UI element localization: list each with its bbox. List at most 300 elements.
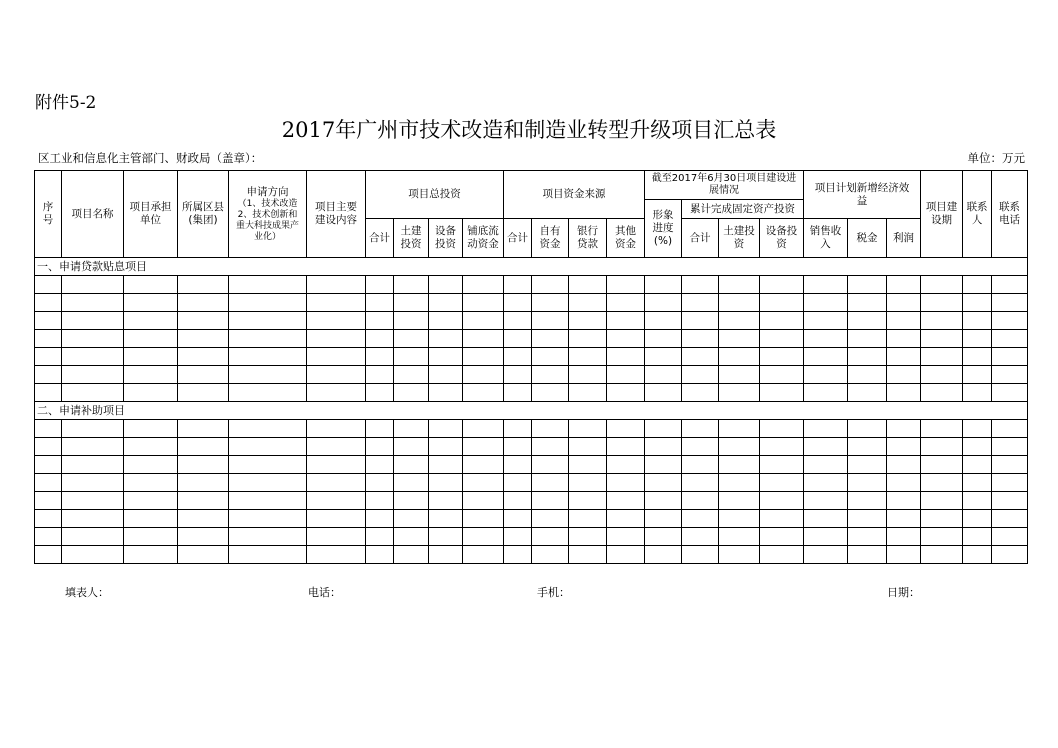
header-ti-working-capital: 铺底流 动资金: [463, 219, 504, 258]
table-cell: [963, 438, 992, 456]
table-cell: [848, 420, 887, 438]
table-row: [35, 474, 1028, 492]
table-cell: [645, 420, 682, 438]
table-cell: [645, 438, 682, 456]
table-cell: [229, 546, 307, 564]
header-pr-equipment: 设备投 资: [760, 219, 804, 258]
table-cell: [532, 510, 569, 528]
table-cell: [921, 492, 963, 510]
table-cell: [35, 438, 62, 456]
table-cell: [607, 276, 645, 294]
table-cell: [963, 528, 992, 546]
header-phone: 联系 电话: [992, 171, 1028, 258]
table-cell: [760, 528, 804, 546]
table-cell: [760, 294, 804, 312]
table-cell: [682, 456, 719, 474]
table-cell: [804, 420, 848, 438]
table-cell: [992, 492, 1028, 510]
table-cell: [178, 420, 229, 438]
table-cell: [429, 420, 463, 438]
table-cell: [366, 312, 394, 330]
attachment-label: 附件5-2: [35, 93, 97, 113]
table-cell: [35, 294, 62, 312]
table-cell: [178, 474, 229, 492]
page-title: 2017年广州市技术改造和制造业转型升级项目汇总表: [281, 118, 777, 142]
table-cell: [804, 474, 848, 492]
table-cell: [229, 384, 307, 402]
table-cell: [645, 312, 682, 330]
table-cell: [394, 528, 429, 546]
table-cell: [848, 438, 887, 456]
table-cell: [178, 366, 229, 384]
table-cell: [62, 474, 124, 492]
table-cell: [569, 510, 607, 528]
table-cell: [124, 546, 178, 564]
table-cell: [848, 294, 887, 312]
table-cell: [848, 330, 887, 348]
table-cell: [719, 456, 760, 474]
table-cell: [178, 492, 229, 510]
table-cell: [62, 528, 124, 546]
table-cell: [992, 348, 1028, 366]
table-cell: [35, 330, 62, 348]
table-cell: [366, 546, 394, 564]
table-cell: [504, 420, 532, 438]
footer-phone: 电话：: [308, 586, 341, 599]
table-cell: [429, 348, 463, 366]
table-cell: [429, 294, 463, 312]
table-cell: [682, 312, 719, 330]
table-cell: [532, 330, 569, 348]
table-cell: [62, 492, 124, 510]
table-cell: [229, 348, 307, 366]
table-cell: [719, 294, 760, 312]
table-cell: [921, 348, 963, 366]
table-cell: [532, 474, 569, 492]
table-cell: [682, 330, 719, 348]
table-cell: [921, 528, 963, 546]
table-cell: [178, 438, 229, 456]
table-cell: [463, 330, 504, 348]
table-cell: [887, 348, 921, 366]
table-cell: [504, 456, 532, 474]
table-cell: [532, 528, 569, 546]
table-row: [35, 420, 1028, 438]
table-cell: [394, 546, 429, 564]
table-cell: [804, 276, 848, 294]
table-cell: [848, 348, 887, 366]
table-cell: [848, 474, 887, 492]
table-cell: [366, 528, 394, 546]
header-undertaker: 项目承担 单位: [124, 171, 178, 258]
table-cell: [804, 366, 848, 384]
table-cell: [229, 456, 307, 474]
table-cell: [645, 366, 682, 384]
table-cell: [307, 348, 366, 366]
table-cell: [569, 366, 607, 384]
table-cell: [366, 384, 394, 402]
header-ti-equipment: 设备 投资: [429, 219, 463, 258]
table-cell: [35, 348, 62, 366]
table-cell: [62, 384, 124, 402]
table-cell: [992, 276, 1028, 294]
table-cell: [645, 474, 682, 492]
table-cell: [569, 528, 607, 546]
table-cell: [62, 312, 124, 330]
table-cell: [429, 474, 463, 492]
header-period: 项目建 设期: [921, 171, 963, 258]
header-progress: 截至2017年6月30日项目建设进 展情况: [645, 171, 804, 200]
table-cell: [963, 384, 992, 402]
table-cell: [178, 312, 229, 330]
table-cell: [62, 420, 124, 438]
table-cell: [682, 366, 719, 384]
table-cell: [62, 330, 124, 348]
table-cell: [963, 312, 992, 330]
table-cell: [463, 528, 504, 546]
table-cell: [394, 510, 429, 528]
table-cell: [35, 420, 62, 438]
table-cell: [532, 294, 569, 312]
table-row: [35, 384, 1028, 402]
table-cell: [682, 474, 719, 492]
table-cell: [645, 348, 682, 366]
table-cell: [62, 510, 124, 528]
table-cell: [992, 294, 1028, 312]
table-cell: [307, 546, 366, 564]
table-cell: [504, 366, 532, 384]
table-cell: [569, 546, 607, 564]
table-cell: [229, 528, 307, 546]
table-cell: [504, 348, 532, 366]
table-cell: [887, 366, 921, 384]
table-cell: [307, 366, 366, 384]
table-cell: [366, 276, 394, 294]
header-eb-sales: 销售收 入: [804, 219, 848, 258]
table-cell: [307, 276, 366, 294]
table-cell: [178, 348, 229, 366]
header-fs-other: 其他 资金: [607, 219, 645, 258]
table-cell: [532, 420, 569, 438]
table-cell: [963, 546, 992, 564]
table-cell: [921, 474, 963, 492]
table-cell: [921, 546, 963, 564]
table-cell: [124, 528, 178, 546]
table-cell: [760, 546, 804, 564]
table-cell: [35, 528, 62, 546]
table-cell: [504, 330, 532, 348]
table-cell: [887, 294, 921, 312]
table-cell: [760, 438, 804, 456]
header-physical-progress: 形象 进度 (%): [645, 200, 682, 258]
table-cell: [607, 474, 645, 492]
table-cell: [992, 510, 1028, 528]
table-cell: [992, 546, 1028, 564]
table-cell: [429, 546, 463, 564]
table-cell: [921, 510, 963, 528]
table-cell: [229, 312, 307, 330]
header-fs-own: 自有 资金: [532, 219, 569, 258]
table-cell: [607, 330, 645, 348]
table-cell: [992, 438, 1028, 456]
table-cell: [719, 312, 760, 330]
table-cell: [35, 546, 62, 564]
table-cell: [124, 474, 178, 492]
table-cell: [178, 384, 229, 402]
table-cell: [719, 528, 760, 546]
table-cell: [645, 294, 682, 312]
table-cell: [504, 438, 532, 456]
table-cell: [124, 510, 178, 528]
table-cell: [804, 384, 848, 402]
table-cell: [366, 330, 394, 348]
footer-filler: 填表人：: [65, 586, 109, 599]
table-cell: [848, 312, 887, 330]
table-cell: [307, 492, 366, 510]
table-cell: [804, 456, 848, 474]
table-cell: [760, 276, 804, 294]
table-cell: [682, 420, 719, 438]
table-cell: [719, 438, 760, 456]
table-cell: [992, 456, 1028, 474]
table-cell: [463, 312, 504, 330]
table-cell: [394, 276, 429, 294]
table-cell: [848, 510, 887, 528]
table-cell: [394, 384, 429, 402]
table-cell: [229, 294, 307, 312]
table-cell: [62, 366, 124, 384]
table-cell: [804, 348, 848, 366]
table-cell: [62, 456, 124, 474]
table-cell: [848, 366, 887, 384]
table-cell: [366, 294, 394, 312]
table-cell: [804, 528, 848, 546]
table-cell: [645, 384, 682, 402]
table-cell: [848, 492, 887, 510]
table-cell: [124, 438, 178, 456]
table-row: [35, 348, 1028, 366]
table-cell: [682, 546, 719, 564]
table-cell: [963, 330, 992, 348]
table-cell: [992, 330, 1028, 348]
table-cell: [35, 474, 62, 492]
table-cell: [921, 312, 963, 330]
table-cell: [463, 366, 504, 384]
table-cell: [394, 348, 429, 366]
table-cell: [569, 492, 607, 510]
table-cell: [463, 420, 504, 438]
header-project-name: 项目名称: [62, 171, 124, 258]
table-cell: [887, 438, 921, 456]
table-row: [35, 294, 1028, 312]
table-cell: [463, 510, 504, 528]
table-cell: [62, 348, 124, 366]
table-cell: [804, 510, 848, 528]
table-cell: [394, 330, 429, 348]
table-cell: [504, 546, 532, 564]
table-cell: [532, 438, 569, 456]
table-cell: [760, 312, 804, 330]
table-cell: [229, 420, 307, 438]
header-ti-total: 合计: [366, 219, 394, 258]
table-cell: [569, 456, 607, 474]
table-cell: [887, 330, 921, 348]
table-cell: [682, 348, 719, 366]
table-cell: [307, 510, 366, 528]
table-cell: [963, 474, 992, 492]
table-cell: [366, 474, 394, 492]
table-cell: [887, 456, 921, 474]
table-cell: [504, 276, 532, 294]
table-cell: [921, 420, 963, 438]
table-cell: [921, 438, 963, 456]
table-cell: [963, 420, 992, 438]
section-grant: [35, 402, 1028, 564]
table-cell: [719, 546, 760, 564]
table-cell: [229, 330, 307, 348]
table-cell: [504, 384, 532, 402]
table-cell: [35, 492, 62, 510]
header-fixed-asset: 累计完成固定资产投资: [682, 200, 804, 219]
table-cell: [760, 420, 804, 438]
header-funding-source: 项目资金来源: [504, 171, 645, 219]
table-cell: [921, 366, 963, 384]
table-cell: [569, 474, 607, 492]
table-cell: [607, 492, 645, 510]
table-cell: [429, 510, 463, 528]
table-cell: [719, 276, 760, 294]
table-cell: [682, 510, 719, 528]
table-cell: [719, 366, 760, 384]
table-cell: [124, 384, 178, 402]
table-cell: [804, 294, 848, 312]
table-cell: [921, 276, 963, 294]
section-title-grant: 二、申请补助项目: [35, 402, 1028, 420]
table-cell: [35, 312, 62, 330]
table-cell: [62, 546, 124, 564]
table-cell: [645, 546, 682, 564]
header-content: 项目主要 建设内容: [307, 171, 366, 258]
table-cell: [887, 420, 921, 438]
table-cell: [124, 366, 178, 384]
table-cell: [992, 366, 1028, 384]
section-loan-subsidy: [35, 258, 1028, 402]
table-cell: [719, 492, 760, 510]
table-cell: [429, 384, 463, 402]
table-cell: [429, 456, 463, 474]
table-cell: [229, 438, 307, 456]
table-cell: [178, 546, 229, 564]
table-cell: [607, 438, 645, 456]
header-fs-total: 合计: [504, 219, 532, 258]
table-cell: [178, 456, 229, 474]
table-cell: [887, 492, 921, 510]
table-cell: [463, 348, 504, 366]
table-cell: [607, 510, 645, 528]
table-cell: [645, 330, 682, 348]
table-cell: [963, 276, 992, 294]
table-cell: [62, 294, 124, 312]
table-cell: [532, 384, 569, 402]
header-ti-civil: 土建 投资: [394, 219, 429, 258]
table-cell: [848, 276, 887, 294]
table-cell: [178, 528, 229, 546]
section-title-loan: 一、申请贷款贴息项目: [35, 258, 1028, 276]
table-cell: [429, 330, 463, 348]
table-cell: [992, 528, 1028, 546]
table-cell: [532, 348, 569, 366]
table-cell: [35, 384, 62, 402]
table-cell: [429, 492, 463, 510]
table-cell: [848, 384, 887, 402]
table-cell: [429, 438, 463, 456]
table-cell: [804, 330, 848, 348]
table-cell: [463, 456, 504, 474]
table-cell: [569, 420, 607, 438]
table-cell: [760, 348, 804, 366]
header-district: 所属区县 (集团): [178, 171, 229, 258]
table-cell: [229, 366, 307, 384]
table-cell: [569, 312, 607, 330]
table-cell: [719, 384, 760, 402]
table-cell: [848, 456, 887, 474]
table-cell: [463, 276, 504, 294]
table-cell: [887, 510, 921, 528]
table-cell: [394, 438, 429, 456]
table-cell: [682, 492, 719, 510]
table-cell: [760, 330, 804, 348]
header-eb-profit: 利润: [887, 219, 921, 258]
table-cell: [429, 276, 463, 294]
table-cell: [307, 330, 366, 348]
table-header: [35, 171, 1028, 258]
header-fs-bank: 银行 贷款: [569, 219, 607, 258]
header-direction: [229, 171, 307, 258]
table-row: [35, 492, 1028, 510]
table-cell: [719, 420, 760, 438]
table-cell: [307, 420, 366, 438]
table-cell: [124, 420, 178, 438]
table-cell: [992, 420, 1028, 438]
summary-table: [34, 170, 1028, 564]
table-cell: [366, 456, 394, 474]
table-cell: [504, 510, 532, 528]
table-cell: [921, 294, 963, 312]
table-cell: [178, 294, 229, 312]
table-row: [35, 330, 1028, 348]
table-cell: [429, 312, 463, 330]
table-cell: [887, 276, 921, 294]
table-cell: [229, 276, 307, 294]
table-cell: [124, 456, 178, 474]
table-cell: [504, 294, 532, 312]
table-cell: [887, 384, 921, 402]
table-cell: [307, 384, 366, 402]
table-cell: [607, 348, 645, 366]
department-seal-label: 区工业和信息化主管部门、财政局（盖章）：: [38, 151, 263, 165]
table-cell: [719, 474, 760, 492]
table-cell: [760, 474, 804, 492]
table-cell: [921, 456, 963, 474]
table-cell: [607, 312, 645, 330]
table-cell: [760, 366, 804, 384]
table-cell: [569, 294, 607, 312]
table-cell: [366, 348, 394, 366]
table-cell: [504, 528, 532, 546]
table-cell: [124, 492, 178, 510]
table-cell: [463, 384, 504, 402]
table-cell: [963, 492, 992, 510]
